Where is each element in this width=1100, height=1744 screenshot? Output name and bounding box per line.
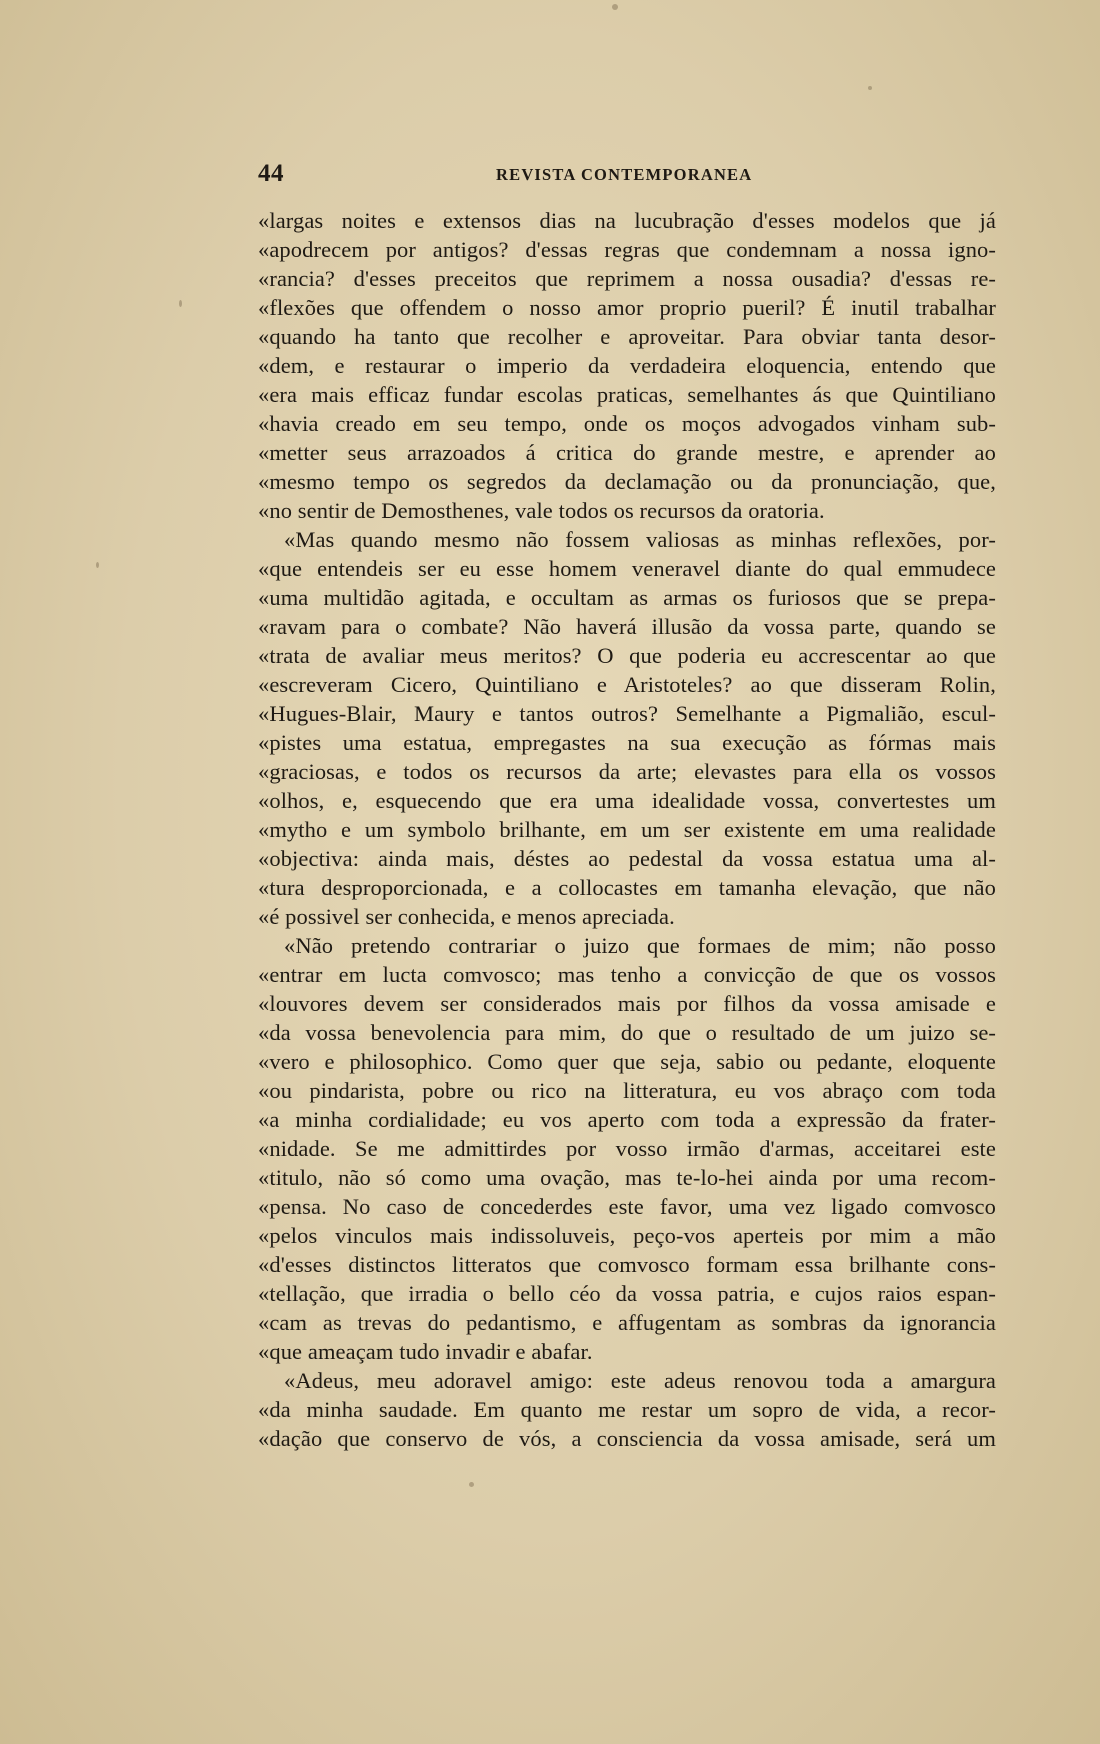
text-line: «escreveram Cicero, Quintiliano e Aristoteles? ao que disseram Rolin, [258, 672, 996, 697]
page-number: 44 [258, 160, 284, 187]
text-line: «da minha saudade. Em quanto me restar um sopro de vida, a recor- [258, 1397, 996, 1422]
text-line: «titulo, não só como uma ovação, mas te-lo-hei ainda por uma recom- [258, 1165, 996, 1190]
paper-speck [469, 1482, 474, 1487]
running-head: REVISTA CONTEMPORANEA [496, 165, 753, 184]
text-line: «dem, e restaurar o imperio da verdadeira eloquencia, entendo que [258, 353, 996, 378]
text-line: «Mas quando mesmo não fossem valiosas as minhas reflexões, por- [284, 527, 996, 552]
text-line: «vero e philosophico. Como quer que seja, sabio ou pedante, eloquente [258, 1049, 996, 1074]
body-text [258, 206, 996, 1453]
text-line: «tellação, que irradia o bello céo da vossa patria, e cujos raios espan- [258, 1281, 996, 1306]
text-line: «apodrecem por antigos? d'essas regras que condemnam a nossa igno- [258, 237, 996, 262]
text-line: «ravam para o combate? Não haverá illusão da vossa parte, quando se [258, 614, 996, 639]
text-line: «dação que conservo de vós, a consciencia da vossa amisade, será um [258, 1426, 996, 1451]
paper-speck [96, 562, 99, 568]
paper-speck [612, 4, 618, 10]
paper-speck [179, 300, 182, 307]
text-line: «largas noites e extensos dias na lucubração d'esses modelos que já [258, 208, 996, 233]
text-line: «rancia? d'esses preceitos que reprimem a nossa ousadia? d'essas re- [258, 266, 996, 291]
text-line: «ou pindarista, pobre ou rico na litteratura, eu vos abraço com toda [258, 1078, 996, 1103]
text-line: «graciosas, e todos os recursos da arte; elevastes para ella os vossos [258, 759, 996, 784]
page-header [258, 160, 996, 190]
text-line: «que ameaçam tudo invadir e abafar. [258, 1339, 593, 1364]
text-line: «pistes uma estatua, empregastes na sua execução as fórmas mais [258, 730, 996, 755]
text-line: «metter seus arrazoados á critica do grande mestre, e aprender ao [258, 440, 996, 465]
text-line: «uma multidão agitada, e occultam as armas os furiosos que se prepa- [258, 585, 996, 610]
text-line: «nidade. Se me admittirdes por vosso irmão d'armas, acceitarei este [258, 1136, 996, 1161]
text-line: «d'esses distinctos litteratos que comvosco formam essa brilhante cons- [258, 1252, 996, 1277]
text-line: «quando ha tanto que recolher e aproveitar. Para obviar tanta desor- [258, 324, 996, 349]
text-line: «cam as trevas do pedantismo, e affugentam as sombras da ignorancia [258, 1310, 996, 1335]
text-line: «objectiva: ainda mais, déstes ao pedestal da vossa estatua uma al- [258, 846, 996, 871]
text-line: «Adeus, meu adoravel amigo: este adeus renovou toda a amargura [284, 1368, 996, 1393]
text-line: «entrar em lucta comvosco; mas tenho a convicção de que os vossos [258, 962, 996, 987]
text-line: «a minha cordialidade; eu vos aperto com toda a expressão da frater- [258, 1107, 996, 1132]
paper-speck [868, 86, 872, 90]
text-line: «trata de avaliar meus meritos? O que poderia eu accrescentar ao que [258, 643, 996, 668]
text-line: «que entendeis ser eu esse homem veneravel diante do qual emmudece [258, 556, 996, 581]
text-line: «pensa. No caso de concederdes este favor, uma vez ligado comvosco [258, 1194, 996, 1219]
text-line: «olhos, e, esquecendo que era uma idealidade vossa, convertestes um [258, 788, 996, 813]
text-line: «havia creado em seu tempo, onde os moços advogados vinham sub- [258, 411, 996, 436]
text-line: «mesmo tempo os segredos da declamação ou da pronunciação, que, [258, 469, 996, 494]
text-line: «flexões que offendem o nosso amor proprio pueril? É inutil trabalhar [258, 295, 996, 320]
text-line: «Não pretendo contrariar o juizo que formaes de mim; não posso [284, 933, 996, 958]
text-line: «louvores devem ser considerados mais por filhos da vossa amisade e [258, 991, 996, 1016]
text-line: «mytho e um symbolo brilhante, em um ser existente em uma realidade [258, 817, 996, 842]
text-line: «da vossa benevolencia para mim, do que o resultado de um juizo se- [258, 1020, 996, 1045]
text-line: «é possivel ser conhecida, e menos apreciada. [258, 904, 675, 929]
text-line: «no sentir de Demosthenes, vale todos os recursos da oratoria. [258, 498, 825, 523]
text-line: «era mais efficaz fundar escolas praticas, semelhantes ás que Quintiliano [258, 382, 996, 407]
text-line: «tura desproporcionada, e a collocastes em tamanha elevação, que não [258, 875, 996, 900]
text-line: «pelos vinculos mais indissoluveis, peço-vos aperteis por mim a mão [258, 1223, 996, 1248]
text-line: «Hugues-Blair, Maury e tantos outros? Semelhante a Pigmalião, escul- [258, 701, 996, 726]
